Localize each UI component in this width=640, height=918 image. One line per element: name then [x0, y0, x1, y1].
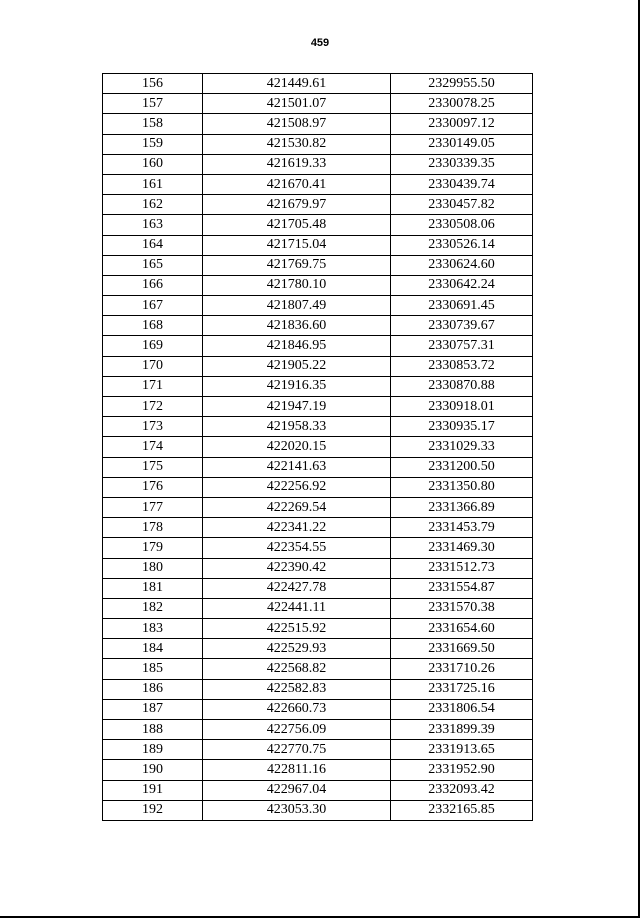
x-coordinate-cell: 422341.22	[203, 518, 391, 538]
point-number-cell: 168	[103, 316, 203, 336]
x-coordinate-cell: 421836.60	[203, 316, 391, 336]
y-coordinate-cell: 2332093.42	[391, 780, 533, 800]
table-row	[103, 780, 533, 800]
point-number-cell: 159	[103, 134, 203, 154]
x-coordinate-cell: 422660.73	[203, 699, 391, 719]
table-row	[103, 154, 533, 174]
point-number-cell: 160	[103, 154, 203, 174]
table-row	[103, 215, 533, 235]
y-coordinate-cell: 2330526.14	[391, 235, 533, 255]
y-coordinate-cell: 2330757.31	[391, 336, 533, 356]
table-row	[103, 376, 533, 396]
table-row	[103, 94, 533, 114]
point-number-cell: 163	[103, 215, 203, 235]
y-coordinate-cell: 2330918.01	[391, 397, 533, 417]
table-row	[103, 639, 533, 659]
y-coordinate-cell: 2329955.50	[391, 74, 533, 94]
x-coordinate-cell: 421905.22	[203, 356, 391, 376]
x-coordinate-cell: 422770.75	[203, 740, 391, 760]
x-coordinate-cell: 421679.97	[203, 195, 391, 215]
table-row	[103, 275, 533, 295]
table-row	[103, 619, 533, 639]
y-coordinate-cell: 2331350.80	[391, 477, 533, 497]
point-number-cell: 161	[103, 174, 203, 194]
point-number-cell: 171	[103, 376, 203, 396]
point-number-cell: 184	[103, 639, 203, 659]
x-coordinate-cell: 421501.07	[203, 94, 391, 114]
y-coordinate-cell: 2331366.89	[391, 497, 533, 517]
x-coordinate-cell: 422390.42	[203, 558, 391, 578]
page-number: 459	[310, 37, 330, 49]
coordinate-table	[102, 73, 533, 821]
y-coordinate-cell: 2330870.88	[391, 376, 533, 396]
table-row	[103, 417, 533, 437]
y-coordinate-cell: 2330339.35	[391, 154, 533, 174]
point-number-cell: 191	[103, 780, 203, 800]
table-row	[103, 740, 533, 760]
x-coordinate-cell: 421715.04	[203, 235, 391, 255]
point-number-cell: 174	[103, 437, 203, 457]
x-coordinate-cell: 422427.78	[203, 578, 391, 598]
point-number-cell: 189	[103, 740, 203, 760]
table-row	[103, 336, 533, 356]
x-coordinate-cell: 421670.41	[203, 174, 391, 194]
y-coordinate-cell: 2331725.16	[391, 679, 533, 699]
table-row	[103, 578, 533, 598]
table-row	[103, 679, 533, 699]
y-coordinate-cell: 2331512.73	[391, 558, 533, 578]
table-row	[103, 800, 533, 820]
y-coordinate-cell: 2330457.82	[391, 195, 533, 215]
x-coordinate-cell: 422269.54	[203, 497, 391, 517]
table-row	[103, 457, 533, 477]
point-number-cell: 187	[103, 699, 203, 719]
point-number-cell: 190	[103, 760, 203, 780]
table-row	[103, 74, 533, 94]
x-coordinate-cell: 421508.97	[203, 114, 391, 134]
point-number-cell: 162	[103, 195, 203, 215]
x-coordinate-cell: 422141.63	[203, 457, 391, 477]
point-number-cell: 175	[103, 457, 203, 477]
table-row	[103, 720, 533, 740]
y-coordinate-cell: 2331570.38	[391, 598, 533, 618]
table-row	[103, 518, 533, 538]
point-number-cell: 170	[103, 356, 203, 376]
table-row	[103, 477, 533, 497]
x-coordinate-cell: 422568.82	[203, 659, 391, 679]
point-number-cell: 182	[103, 598, 203, 618]
table-row	[103, 134, 533, 154]
point-number-cell: 180	[103, 558, 203, 578]
y-coordinate-cell: 2331806.54	[391, 699, 533, 719]
point-number-cell: 158	[103, 114, 203, 134]
table-row	[103, 255, 533, 275]
table-row	[103, 437, 533, 457]
point-number-cell: 178	[103, 518, 203, 538]
x-coordinate-cell: 421807.49	[203, 296, 391, 316]
x-coordinate-cell: 421705.48	[203, 215, 391, 235]
point-number-cell: 176	[103, 477, 203, 497]
table-row	[103, 316, 533, 336]
table-row	[103, 699, 533, 719]
y-coordinate-cell: 2330935.17	[391, 417, 533, 437]
y-coordinate-cell: 2330097.12	[391, 114, 533, 134]
x-coordinate-cell: 422756.09	[203, 720, 391, 740]
point-number-cell: 188	[103, 720, 203, 740]
x-coordinate-cell: 421958.33	[203, 417, 391, 437]
x-coordinate-cell: 422515.92	[203, 619, 391, 639]
x-coordinate-cell: 421780.10	[203, 275, 391, 295]
y-coordinate-cell: 2331029.33	[391, 437, 533, 457]
y-coordinate-cell: 2331669.50	[391, 639, 533, 659]
y-coordinate-cell: 2330853.72	[391, 356, 533, 376]
table-row	[103, 174, 533, 194]
point-number-cell: 173	[103, 417, 203, 437]
x-coordinate-cell: 422441.11	[203, 598, 391, 618]
y-coordinate-cell: 2330624.60	[391, 255, 533, 275]
x-coordinate-cell: 422582.83	[203, 679, 391, 699]
x-coordinate-cell: 422256.92	[203, 477, 391, 497]
x-coordinate-cell: 423053.30	[203, 800, 391, 820]
point-number-cell: 181	[103, 578, 203, 598]
y-coordinate-cell: 2330439.74	[391, 174, 533, 194]
y-coordinate-cell: 2331453.79	[391, 518, 533, 538]
x-coordinate-cell: 421449.61	[203, 74, 391, 94]
point-number-cell: 166	[103, 275, 203, 295]
x-coordinate-cell: 421769.75	[203, 255, 391, 275]
y-coordinate-cell: 2330508.06	[391, 215, 533, 235]
point-number-cell: 179	[103, 538, 203, 558]
x-coordinate-cell: 421947.19	[203, 397, 391, 417]
table-row	[103, 558, 533, 578]
y-coordinate-cell: 2331469.30	[391, 538, 533, 558]
table-row	[103, 397, 533, 417]
y-coordinate-cell: 2330642.24	[391, 275, 533, 295]
table-row	[103, 598, 533, 618]
table-row	[103, 356, 533, 376]
point-number-cell: 183	[103, 619, 203, 639]
x-coordinate-cell: 422811.16	[203, 760, 391, 780]
y-coordinate-cell: 2331710.26	[391, 659, 533, 679]
point-number-cell: 169	[103, 336, 203, 356]
table-row	[103, 296, 533, 316]
table-row	[103, 659, 533, 679]
point-number-cell: 156	[103, 74, 203, 94]
table-row	[103, 497, 533, 517]
point-number-cell: 157	[103, 94, 203, 114]
y-coordinate-cell: 2331554.87	[391, 578, 533, 598]
y-coordinate-cell: 2330739.67	[391, 316, 533, 336]
point-number-cell: 192	[103, 800, 203, 820]
table-row	[103, 538, 533, 558]
x-coordinate-cell: 421619.33	[203, 154, 391, 174]
x-coordinate-cell: 422967.04	[203, 780, 391, 800]
y-coordinate-cell: 2330691.45	[391, 296, 533, 316]
x-coordinate-cell: 422354.55	[203, 538, 391, 558]
point-number-cell: 185	[103, 659, 203, 679]
x-coordinate-cell: 421846.95	[203, 336, 391, 356]
y-coordinate-cell: 2331654.60	[391, 619, 533, 639]
y-coordinate-cell: 2330078.25	[391, 94, 533, 114]
table-row	[103, 114, 533, 134]
x-coordinate-cell: 421916.35	[203, 376, 391, 396]
y-coordinate-cell: 2331200.50	[391, 457, 533, 477]
point-number-cell: 186	[103, 679, 203, 699]
point-number-cell: 165	[103, 255, 203, 275]
point-number-cell: 167	[103, 296, 203, 316]
y-coordinate-cell: 2332165.85	[391, 800, 533, 820]
coordinate-table-body	[103, 74, 533, 821]
table-row	[103, 195, 533, 215]
y-coordinate-cell: 2331952.90	[391, 760, 533, 780]
table-row	[103, 235, 533, 255]
point-number-cell: 172	[103, 397, 203, 417]
y-coordinate-cell: 2331913.65	[391, 740, 533, 760]
x-coordinate-cell: 422529.93	[203, 639, 391, 659]
table-row	[103, 760, 533, 780]
x-coordinate-cell: 422020.15	[203, 437, 391, 457]
point-number-cell: 164	[103, 235, 203, 255]
y-coordinate-cell: 2331899.39	[391, 720, 533, 740]
y-coordinate-cell: 2330149.05	[391, 134, 533, 154]
point-number-cell: 177	[103, 497, 203, 517]
x-coordinate-cell: 421530.82	[203, 134, 391, 154]
